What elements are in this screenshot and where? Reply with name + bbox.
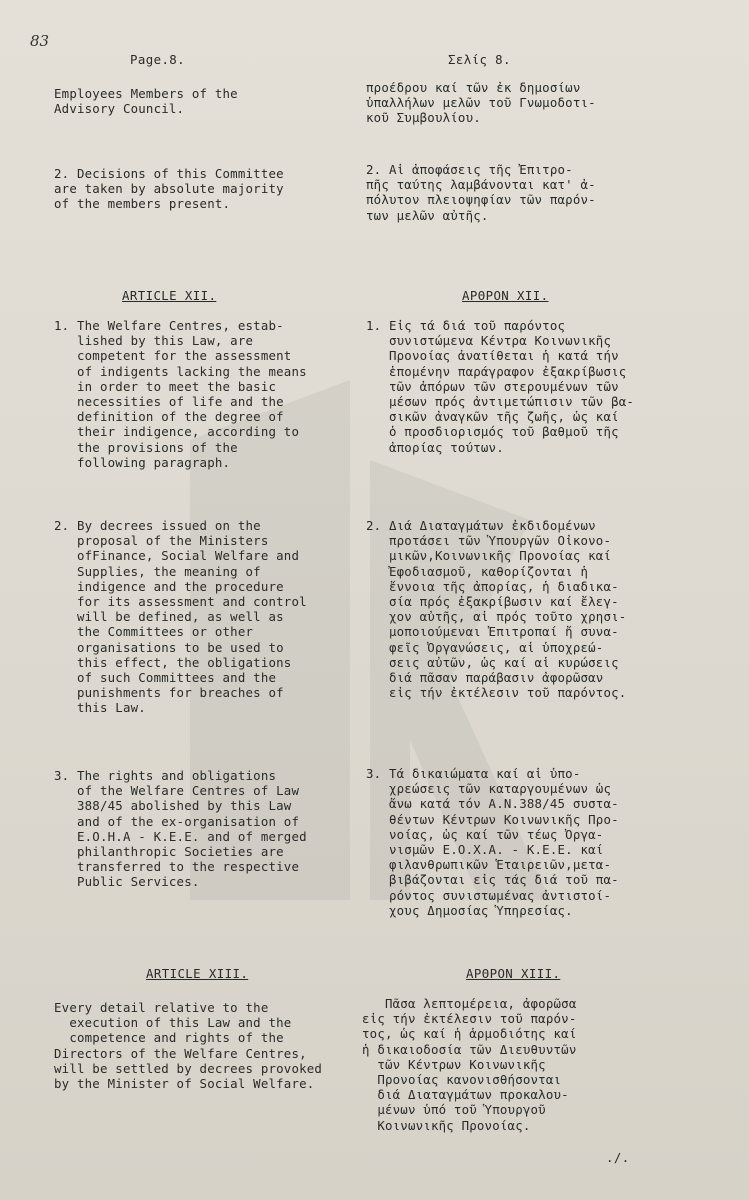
paragraph-gr-4: 3. Τά δικαιώματα καί αἱ ὑπο- χρεώσεις τῶν καταργουμένων ὡς ἄνω κατά τόν Α.Ν.388/45 συστα- θέντων Κέντρων Κοινωνικῆς Προ- νοίας, ὡς καί τῶν τέως Ὀργα- νισμῶν Ε.Ο.Χ.Α. - Κ.Ε.Ε. καί φιλανθρωπικῶν Ἑταιρειῶν,μετα- βιβάζονται εἰς τάς διά τοῦ πα- ρόντος συνιστωμένας ἀντιστοί- χους Δημοσίας Ὑπηρεσίας.: [366, 766, 619, 918]
paragraph-gr-1: 2. Αἱ ἀποφάσεις τῆς Ἐπιτρο- πῆς ταύτης λαμβάνονται κατ' ἀ- πόλυτον πλειοψηφίαν τῶν παρόν- των μελῶν αὐτῆς.: [366, 162, 596, 223]
margin-note: 83: [30, 32, 50, 50]
article-heading-gr: ΑΡΘΡΟΝ XII.: [462, 288, 549, 303]
article-heading-en-13: ARTICLE XIII.: [146, 966, 249, 981]
paragraph-en-4: 3. The rights and obligations of the Welfare Centres of Law 388/45 abolished by this Law and of the ex-organisation of E.O.H.A - K.E.E. and of merged philanthropic Societies are transferred to the respective Public Services.: [54, 768, 307, 890]
paragraph-en-3: 2. By decrees issued on the proposal of the Ministers ofFinance, Social Welfare and Supplies, the meaning of indigence and the procedure for its assessment and control will be defined, as well as the Committees or other organisations to be used to this effect, the obligations of such Committees and the punishments for breaches of this Law.: [54, 518, 307, 716]
page-number-gr: Σελίς 8.: [448, 52, 511, 67]
paragraph-en-2: 1. The Welfare Centres, estab- lished by this Law, are competent for the assessment of indigents lacking the means in order to meet the basic necessities of life and the definition of the degree of their indigence, according to the provisions of the following paragraph.: [54, 318, 307, 470]
continuation-mark: ./.: [606, 1150, 630, 1165]
paragraph-en-5: Every detail relative to the execution of this Law and the competence and rights of the Directors of the Welfare Centres, will be settled by decrees provoked by the Minister of Social Welfare.: [54, 1000, 323, 1092]
paragraph-en-0: Employees Members of the Advisory Council.: [54, 86, 238, 117]
paragraph-en-1: 2. Decisions of this Committee are taken by absolute majority of the members present.: [54, 166, 284, 212]
paragraph-gr-5: Πᾶσα λεπτομέρεια, ἀφορῶσα εἰς τήν ἐκτέλεσιν τοῦ παρόν- τος, ὡς καί ἡ ἁρμοδιότης καί ἡ δικαιοδοσία τῶν Διευθυντῶν τῶν Κέντρων Κοινωνικῆς Προνοίας κανονισθήσονται διά Διαταγμάτων προκαλου- μένων ὑπό τοῦ Ὑπουργοῦ Κοινωνικῆς Προνοίας.: [362, 996, 577, 1133]
paragraph-gr-2: 1. Εἰς τά διά τοῦ παρόντος συνιστώμενα Κέντρα Κοινωνικῆς Προνοίας ἀνατίθεται ἡ κατά τήν ἑπομένην παράγραφον ἐξακρίβωσις τῶν ἀπόρων τῶν στερουμένων τῶν μέσων πρός ἀντιμετώπισιν τῶν βα- σικῶν ἀναγκῶν τῆς ζωῆς, ὡς καί ὁ προσδιορισμός τοῦ βαθμοῦ τῆς ἀπορίας τούτων.: [366, 318, 635, 455]
paragraph-gr-3: 2. Διά Διαταγμάτων ἐκδιδομένων προτάσει τῶν Ὑπουργῶν Οἰκονο- μικῶν,Κοινωνικῆς Προνοίας καί Ἐφοδιασμοῦ, καθορίζονται ἡ ἔννοια τῆς ἀπορίας, ἡ διαδικα- σία πρός ἐξακρίβωσιν καί ἔλεγ- χον αὐτῆς, αἱ πρός τοῦτο χρησι- μοποιούμεναι Ἐπιτροπαί ἤ συνα- φεῖς Ὀργανώσεις, αἱ ὑποχρεώ- σεις αὐτῶν, ὡς καί αἱ κυρώσεις διά πᾶσαν παράβασιν ἀφορῶσαν εἰς τήν ἐκτέλεσιν τοῦ παρόντος.: [366, 518, 627, 701]
article-heading-en: ARTICLE XII.: [122, 288, 217, 303]
page-number-en: Page.8.: [130, 52, 186, 67]
paragraph-gr-0: προέδρου καί τῶν ἐκ δημοσίων ὑπαλλήλων μελῶν τοῦ Γνωμοδοτι- κοῦ Συμβουλίου.: [366, 80, 596, 126]
article-heading-gr-13: ΑΡΘΡΟΝ XIII.: [466, 966, 561, 981]
